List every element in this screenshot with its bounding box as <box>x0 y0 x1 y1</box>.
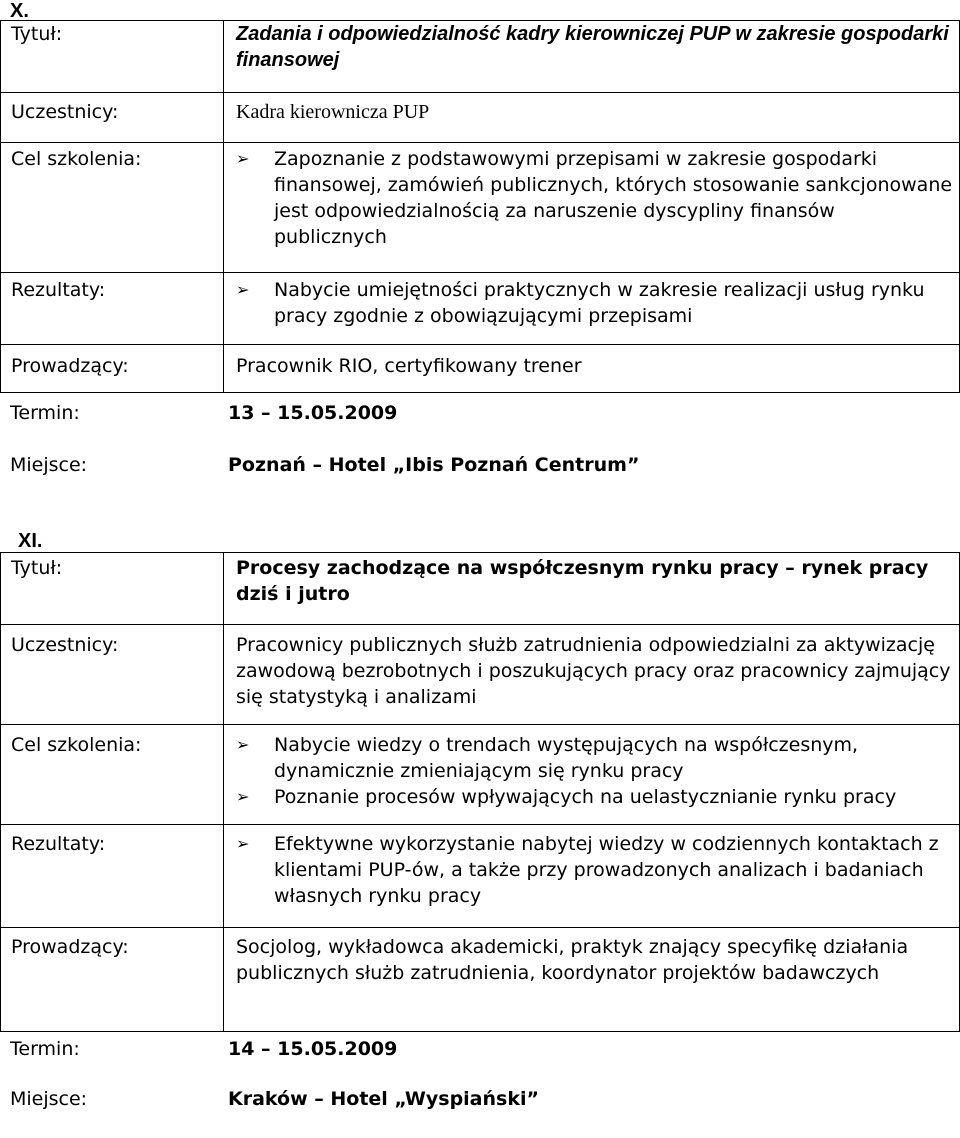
results-list <box>236 277 953 329</box>
trainer-row <box>1 345 960 393</box>
date-label: Termin: <box>10 1038 80 1060</box>
participants-row <box>1 625 960 725</box>
training-section-xi <box>0 552 960 1032</box>
place-value: Poznań – Hotel „Ibis Poznań Centrum” <box>228 454 640 476</box>
title-label: Tytuł: <box>1 553 224 625</box>
participants-value: Kadra kierownicza PUP <box>236 101 430 123</box>
list-item: ➢ Efektywne wykorzystanie nabytej wiedzy w codziennych kontaktach z klientami PUP-ów, a także przy prowadzonych analizach i badaniach własnych rynku pracy <box>236 833 939 907</box>
list-item: ➢ Zapoznanie z podstawowymi przepisami w zakresie gospodarki finansowej, zamówień publicznych, których stosowanie sankcjonowane jest odpowiedzialnością za naruszenie dyscypliny finansów publicznych <box>236 148 953 248</box>
list-item: ➢ Poznanie procesów wpływających na uelastycznianie rynku pracy <box>236 786 897 808</box>
participants-value: Pracownicy publicznych służb zatrudnienia odpowiedzialni za aktywizację zawodową bezrobotnych i poszukujących pracy oraz pracownicy zajmujący się statystyką i analizami <box>236 634 951 708</box>
goal-row <box>1 143 960 273</box>
participants-label: Uczestnicy: <box>1 93 224 143</box>
place-label: Miejsce: <box>10 1088 88 1110</box>
participants-row <box>1 93 960 143</box>
arrow-bullet-icon: ➢ <box>236 149 250 168</box>
list-item: ➢ Nabycie umiejętności praktycznych w zakresie realizacji usług rynku pracy zgodnie z obowiązującymi przepisami <box>236 279 925 327</box>
training-table <box>0 20 960 393</box>
place-label: Miejsce: <box>10 454 88 476</box>
arrow-bullet-icon: ➢ <box>236 787 250 806</box>
trainer-value: Socjolog, wykładowca akademicki, praktyk znający specyfikę działania publicznych służb zatrudnienia, koordynator projektów badawczych <box>236 936 909 984</box>
trainer-row <box>1 928 960 1032</box>
goal-list <box>236 146 953 250</box>
section-number: X. <box>10 0 29 22</box>
training-title: Procesy zachodzące na współczesnym rynku pracy – rynek pracy dziś i jutro <box>236 557 929 605</box>
place-value: Kraków – Hotel „Wyspiański” <box>228 1088 539 1110</box>
results-label: Rezultaty: <box>1 273 224 345</box>
trainer-label: Prowadzący: <box>1 928 224 1032</box>
date-value: 13 – 15.05.2009 <box>228 402 398 424</box>
list-item: ➢ Nabycie wiedzy o trendach występujących na współczesnym, dynamicznie zmieniającym się rynku pracy <box>236 734 859 782</box>
trainer-value: Pracownik RIO, certyfikowany trener <box>236 355 582 377</box>
goal-label: Cel szkolenia: <box>1 143 224 273</box>
title-label: Tytuł: <box>1 21 224 93</box>
arrow-bullet-icon: ➢ <box>236 735 250 754</box>
training-table <box>0 552 960 1032</box>
results-row <box>1 273 960 345</box>
goal-label: Cel szkolenia: <box>1 725 224 825</box>
participants-label: Uczestnicy: <box>1 625 224 725</box>
trainer-label: Prowadzący: <box>1 345 224 393</box>
section-number: XI. <box>18 530 43 552</box>
arrow-bullet-icon: ➢ <box>236 280 250 299</box>
arrow-bullet-icon: ➢ <box>236 834 250 853</box>
date-label: Termin: <box>10 402 80 424</box>
title-row <box>1 21 960 93</box>
goal-row <box>1 725 960 825</box>
goal-list <box>236 732 953 810</box>
training-title: Zadania i odpowiedzialność kadry kierowniczej PUP w zakresie gospodarki finansowej <box>236 23 949 71</box>
title-row <box>1 553 960 625</box>
results-list <box>236 831 953 909</box>
training-section-x <box>0 20 960 393</box>
results-label: Rezultaty: <box>1 825 224 928</box>
date-value: 14 – 15.05.2009 <box>228 1038 398 1060</box>
results-row <box>1 825 960 928</box>
